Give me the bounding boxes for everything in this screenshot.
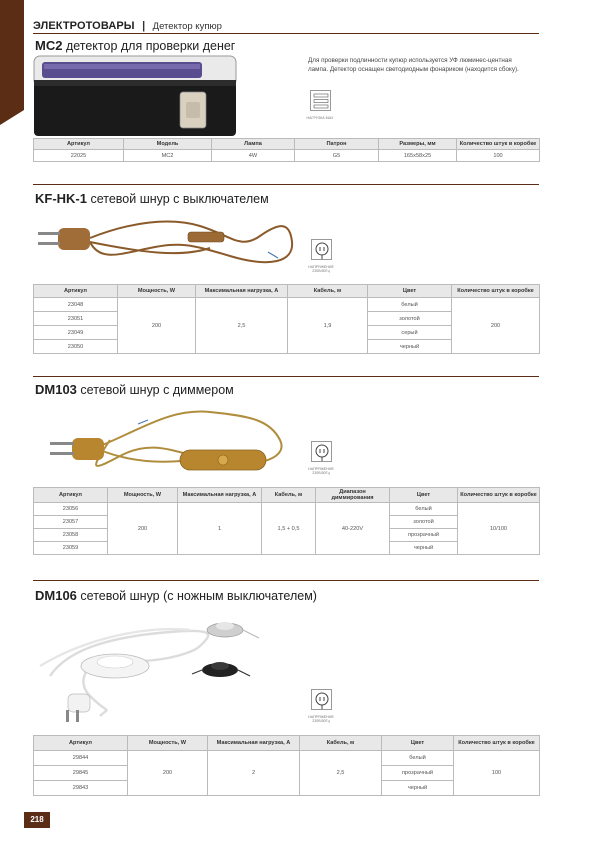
table-cell: 29844 (34, 751, 128, 766)
table-cell: 200 (108, 503, 178, 555)
page-header (33, 16, 539, 32)
table-cell: черный (382, 781, 454, 796)
table-cell: 29843 (34, 781, 128, 796)
table-header: Кабель, м (300, 736, 382, 751)
table-header: Артикул (34, 139, 124, 150)
table-cell: 1,5 + 0,5 (262, 503, 316, 555)
lamp-load-icon (310, 90, 331, 111)
table-cell: 23049 (34, 326, 118, 340)
table-cell: 23050 (34, 340, 118, 354)
product-title: детектор для проверки денег (65, 39, 236, 53)
table-header: Артикул (34, 488, 108, 503)
table-header: Патрон (295, 139, 379, 150)
table-cell: G5 (295, 150, 379, 162)
table-header: Максимальная нагрузка, А (208, 736, 300, 751)
table-cell: белый (368, 298, 452, 312)
spec-table-mc2 (33, 138, 540, 162)
table-cell: 22025 (34, 150, 124, 162)
table-cell: 23051 (34, 312, 118, 326)
table-header: Модель (124, 139, 212, 150)
table-cell: 23057 (34, 516, 108, 529)
table-header: Цвет (390, 488, 458, 503)
table-header: Мощность, W (108, 488, 178, 503)
table-header: Максимальная нагрузка, А (178, 488, 262, 503)
table-cell: 4W (212, 150, 295, 162)
table-cell: 1,9 (288, 298, 368, 354)
product-code: KF-HK-1 (35, 191, 87, 206)
table-header: Артикул (34, 285, 118, 298)
section-rule (33, 184, 539, 185)
product-code: DM106 (35, 588, 77, 603)
product-description: Для проверки подлинности купюр используется УФ люминес-центная лампа. Детектор оснащен светодиодным фонариком (находится сбоку). (308, 57, 519, 73)
cord-switch-image (30, 212, 300, 274)
table-cell: белый (390, 503, 458, 516)
table-header: Артикул (34, 736, 128, 751)
table-row (34, 503, 540, 516)
table-cell: серый (368, 326, 452, 340)
table-header: Мощность, W (128, 736, 208, 751)
table-header: Кабель, м (262, 488, 316, 503)
cord-dimmer-image (30, 400, 298, 484)
table-cell: 23056 (34, 503, 108, 516)
table-cell: 10/100 (458, 503, 540, 555)
table-row (34, 298, 540, 312)
table-cell: 29845 (34, 766, 128, 781)
table-header: Лампа (212, 139, 295, 150)
category-title: ЭЛЕКТРОТОВАРЫ (33, 20, 135, 32)
table-cell: 200 (118, 298, 196, 354)
section-title-kf (35, 191, 269, 206)
section-rule (33, 580, 539, 581)
table-header: Максимальная нагрузка, А (196, 285, 288, 298)
table-cell: 100 (457, 150, 540, 162)
table-cell: 23048 (34, 298, 118, 312)
section-rule (33, 376, 539, 377)
icon-caption: НАПРЯЖЕНИЕ 230В/50Гц (308, 715, 334, 724)
table-cell: золотой (390, 516, 458, 529)
table-header: Кабель, м (288, 285, 368, 298)
table-header: Количество штук в коробке (457, 139, 540, 150)
subcategory-title: Детектор купюр (152, 21, 222, 32)
table-row (34, 751, 540, 766)
table-cell: черный (390, 542, 458, 555)
table-header: Количество штук в коробке (452, 285, 540, 298)
table-cell: 165х58х25 (379, 150, 457, 162)
table-cell: золотой (368, 312, 452, 326)
table-header: Размеры, мм (379, 139, 457, 150)
section-title-dm103 (35, 382, 234, 397)
plug-icon (311, 689, 332, 710)
cord-foot-switch-image (30, 606, 270, 724)
table-cell: черный (368, 340, 452, 354)
product-title: сетевой шнур с диммером (80, 383, 234, 397)
table-cell: 200 (128, 751, 208, 796)
plug-icon (311, 239, 332, 260)
section-title-dm106 (35, 588, 317, 603)
table-cell: 2,5 (300, 751, 382, 796)
table-header: Количество штук в коробке (454, 736, 540, 751)
table-cell: MC2 (124, 150, 212, 162)
icon-caption: НАГРУЗКА МАХ (306, 116, 334, 120)
table-header: Цвет (382, 736, 454, 751)
icon-caption: НАПРЯЖЕНИЕ 230В/50Гц (308, 265, 334, 274)
table-header: Количество штук в коробке (458, 488, 540, 503)
table-cell: 2 (208, 751, 300, 796)
table-cell: 23059 (34, 542, 108, 555)
table-cell: 2,5 (196, 298, 288, 354)
table-cell: 100 (454, 751, 540, 796)
spec-table-kf (33, 284, 540, 354)
icon-caption: НАПРЯЖЕНИЕ 230В/50Гц (308, 467, 334, 476)
table-header: Цвет (368, 285, 452, 298)
uv-detector-image (30, 54, 240, 136)
table-cell: белый (382, 751, 454, 766)
spec-table-dm106 (33, 735, 540, 796)
table-header: Диапазон диммирования (316, 488, 390, 503)
plug-icon (311, 441, 332, 462)
table-row (34, 150, 540, 162)
product-title: сетевой шнур (с ножным выключателем) (80, 589, 317, 603)
table-header: Мощность, W (118, 285, 196, 298)
page-number: 218 (24, 812, 50, 828)
table-cell: 40-220V (316, 503, 390, 555)
product-code: MC2 (35, 38, 63, 53)
spec-table-dm103 (33, 487, 540, 555)
section-title-mc2 (35, 38, 235, 53)
table-cell: прозрачный (382, 766, 454, 781)
table-cell: 23058 (34, 529, 108, 542)
header-separator: | (142, 20, 146, 32)
product-title: сетевой шнур с выключателем (90, 192, 269, 206)
product-code: DM103 (35, 382, 77, 397)
table-cell: 1 (178, 503, 262, 555)
side-tab (0, 0, 24, 125)
table-cell: прозрачный (390, 529, 458, 542)
header-rule (33, 33, 539, 34)
table-cell: 200 (452, 298, 540, 354)
